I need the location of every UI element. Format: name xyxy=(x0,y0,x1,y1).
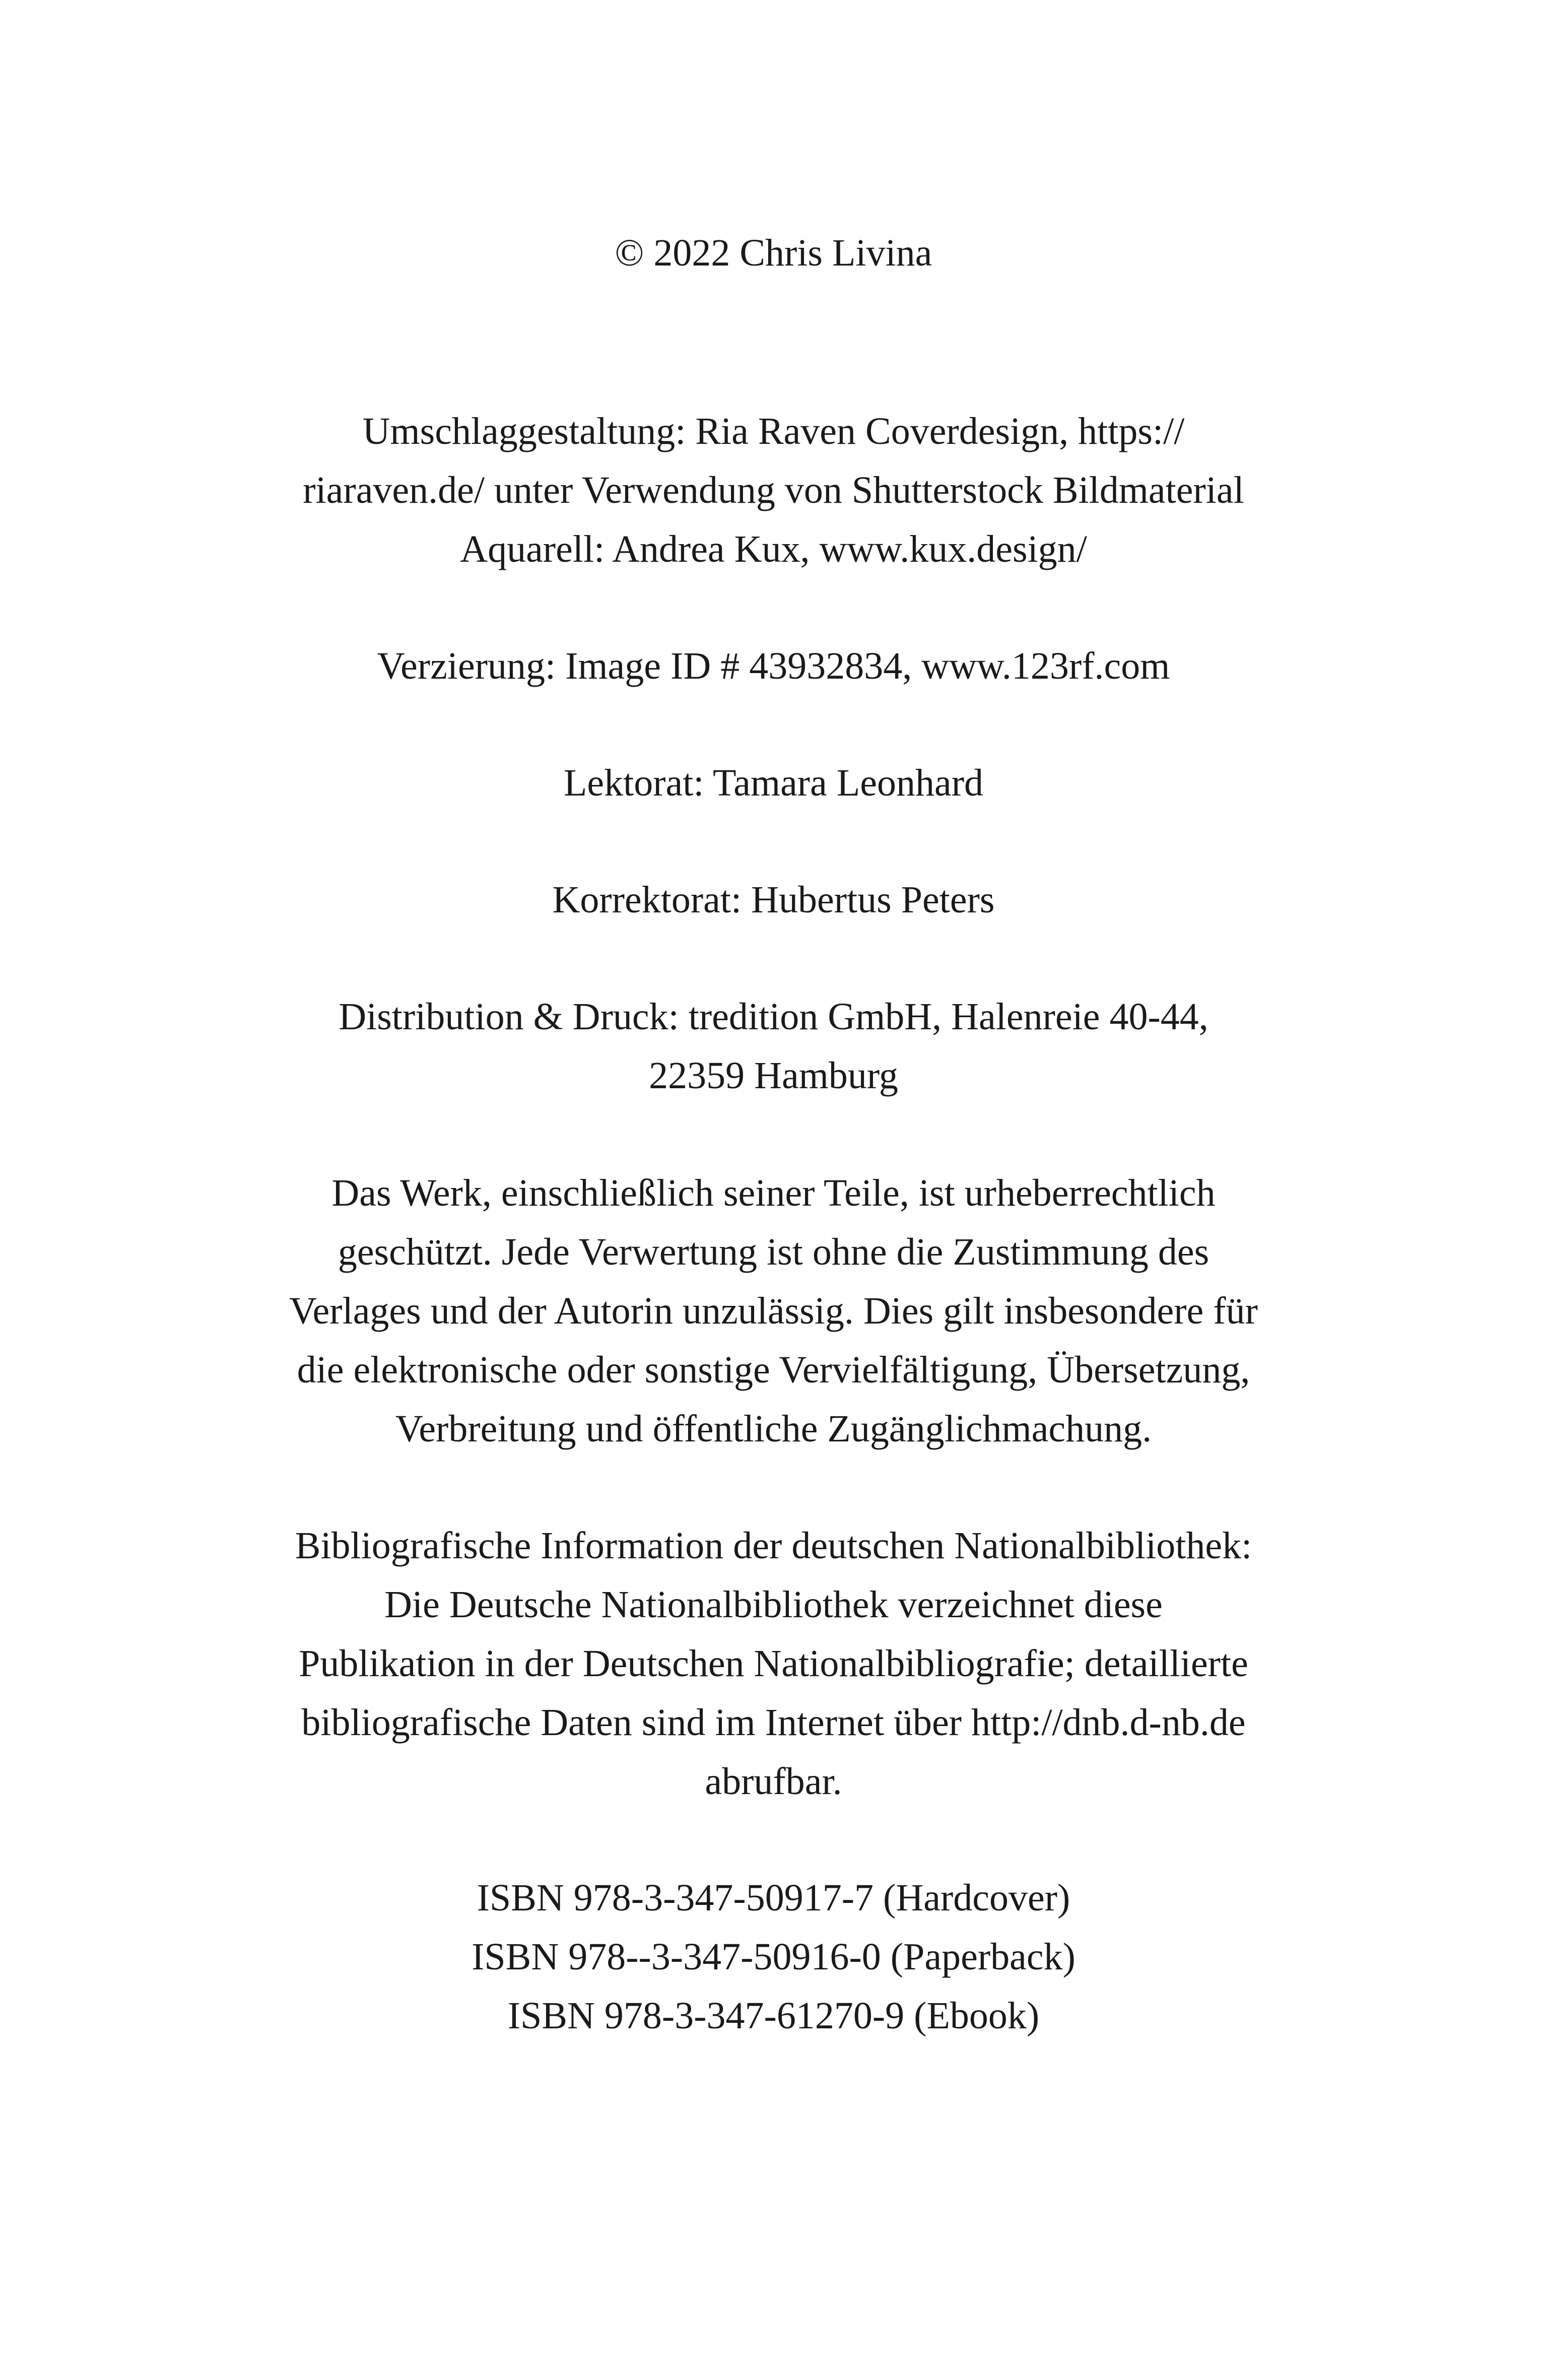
cover-design-line-1: Umschlaggestaltung: Ria Raven Coverdesign, https:// xyxy=(362,410,1185,452)
legal-notice-line-3: Verlages und der Autorin unzulässig. Dies gilt insbesondere für xyxy=(289,1290,1258,1332)
cover-design-line-2: riaraven.de/ unter Verwendung von Shutterstock Bildmaterial xyxy=(303,469,1244,511)
proofreading-line: Korrektorat: Hubertus Peters xyxy=(552,879,995,921)
bibliographic-info-line-4: bibliografische Daten sind im Internet über http://dnb.d-nb.de xyxy=(301,1701,1246,1744)
isbn-hardcover-line: ISBN 978-3-347-50917-7 (Hardcover) xyxy=(477,1877,1070,1919)
legal-notice-line-1: Das Werk, einschließlich seiner Teile, ist urheberrechtlich xyxy=(331,1172,1216,1214)
isbn-ebook-line: ISBN 978-3-347-61270-9 (Ebook) xyxy=(507,1995,1040,2037)
bibliographic-info-line-2: Die Deutsche Nationalbibliothek verzeichnet diese xyxy=(384,1583,1163,1626)
ornament-credit-line: Verzierung: Image ID # 43932834, www.123rf.com xyxy=(377,645,1170,687)
legal-notice-line-2: geschützt. Jede Verwertung ist ohne die Zustimmung des xyxy=(338,1231,1209,1273)
legal-notice-line-4: die elektronische oder sonstige Vervielfältigung, Übersetzung, xyxy=(297,1349,1250,1391)
bibliographic-info-line-3: Publikation in der Deutschen Nationalbibliografie; detaillierte xyxy=(299,1642,1248,1685)
distribution-line-1: Distribution & Druck: tredition GmbH, Halenreie 40-44, xyxy=(339,996,1208,1038)
distribution-line-2: 22359 Hamburg xyxy=(649,1054,898,1097)
cover-design-line-3: Aquarell: Andrea Kux, www.kux.design/ xyxy=(460,528,1087,570)
bibliographic-info-line-5: abrufbar. xyxy=(705,1760,842,1803)
editing-line: Lektorat: Tamara Leonhard xyxy=(563,762,984,804)
isbn-paperback-line: ISBN 978--3-347-50916-0 (Paperback) xyxy=(472,1936,1075,1978)
bibliographic-info-line-1: Bibliografische Information der deutschen Nationalbibliothek: xyxy=(295,1525,1252,1567)
copyright-line: © 2022 Chris Livina xyxy=(615,232,932,274)
legal-notice-line-5: Verbreitung und öffentliche Zugänglichmachung. xyxy=(395,1408,1152,1450)
